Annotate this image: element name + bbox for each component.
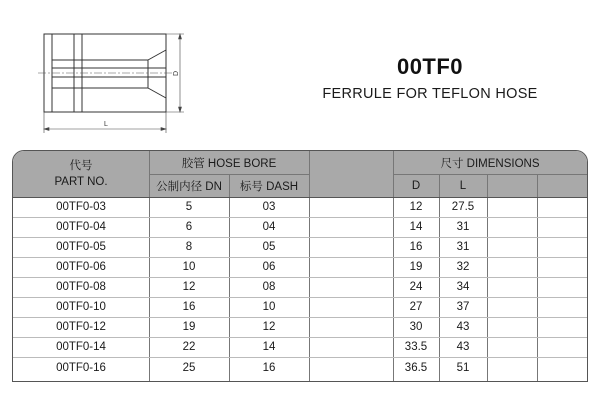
cell-dn: 8 [185, 241, 193, 253]
cell-part: 00TF0-08 [56, 281, 106, 293]
grid-line [13, 277, 587, 278]
cell-d: 36.5 [404, 362, 428, 374]
cell-dn: 22 [182, 341, 196, 353]
ferrule-drawing [0, 0, 200, 140]
cell-dash: 12 [262, 321, 276, 333]
cell-dash: 10 [262, 301, 276, 313]
cell-dn: 12 [182, 281, 196, 293]
cell-part: 00TF0-06 [56, 261, 106, 273]
cell-d: 33.5 [404, 341, 428, 353]
cell-dash: 14 [262, 341, 276, 353]
model-title: 00TF0 [396, 54, 464, 79]
grid-line [13, 317, 587, 318]
dimension-l-label: L [104, 121, 108, 128]
cell-part: 00TF0-16 [56, 362, 106, 374]
grid-line [13, 237, 587, 238]
header-dimensions: 尺寸 DIMENSIONS [440, 157, 540, 170]
cell-d: 14 [409, 221, 423, 233]
grid-line [13, 217, 587, 218]
header-part-cn: 代号 [69, 160, 93, 172]
cell-l: 43 [456, 321, 470, 333]
cell-dash: 04 [262, 221, 276, 233]
cell-l: 32 [456, 261, 470, 273]
cell-part: 00TF0-10 [56, 301, 106, 313]
cell-dn: 25 [182, 362, 196, 374]
grid-line [309, 151, 310, 381]
cell-dash: 08 [262, 281, 276, 293]
grid-line [393, 151, 394, 381]
grid-line [393, 174, 587, 175]
cell-l: 31 [456, 221, 470, 233]
cell-l: 51 [456, 362, 470, 374]
cell-d: 27 [409, 301, 423, 313]
cell-d: 30 [409, 321, 423, 333]
cell-part: 00TF0-12 [56, 321, 106, 333]
dimension-d-label: D [173, 70, 180, 76]
cell-l: 37 [456, 301, 470, 313]
grid-line [13, 297, 587, 298]
grid-line [13, 337, 587, 338]
cell-l: 34 [456, 281, 470, 293]
cell-d: 12 [409, 201, 423, 213]
grid-line [149, 151, 150, 381]
cell-dn: 6 [185, 221, 193, 233]
header-hose-bore: 胶管 HOSE BORE [181, 157, 277, 170]
grid-line [13, 357, 587, 358]
cell-part: 00TF0-03 [56, 201, 106, 213]
header-dn: 公制内径 DN [156, 180, 222, 193]
grid-line [13, 257, 587, 258]
cell-dash: 05 [262, 241, 276, 253]
cell-dn: 19 [182, 321, 196, 333]
grid-line [13, 197, 587, 198]
cell-dash: 16 [262, 362, 276, 374]
header-dash: 标号 DASH [239, 180, 299, 193]
header-part-no [13, 151, 149, 197]
cell-d: 16 [409, 241, 423, 253]
cell-l: 27.5 [451, 201, 475, 213]
header-l: L [459, 179, 467, 192]
cell-d: 19 [409, 261, 423, 273]
product-subtitle: FERRULE FOR TEFLON HOSE [322, 86, 538, 102]
cell-l: 31 [456, 241, 470, 253]
cell-dn: 5 [185, 201, 193, 213]
header-d: D [411, 179, 421, 192]
title-block [300, 54, 560, 102]
grid-line [149, 174, 309, 175]
cell-dn: 10 [182, 261, 196, 273]
cell-dash: 06 [262, 261, 276, 273]
spec-table [12, 150, 588, 382]
cell-dash: 03 [262, 201, 276, 213]
cell-part: 00TF0-04 [56, 221, 106, 233]
cell-part: 00TF0-14 [56, 341, 106, 353]
cell-part: 00TF0-05 [56, 241, 106, 253]
cell-l: 43 [456, 341, 470, 353]
header-part-en: PART NO. [54, 176, 108, 188]
cell-d: 24 [409, 281, 423, 293]
cell-dn: 16 [182, 301, 196, 313]
